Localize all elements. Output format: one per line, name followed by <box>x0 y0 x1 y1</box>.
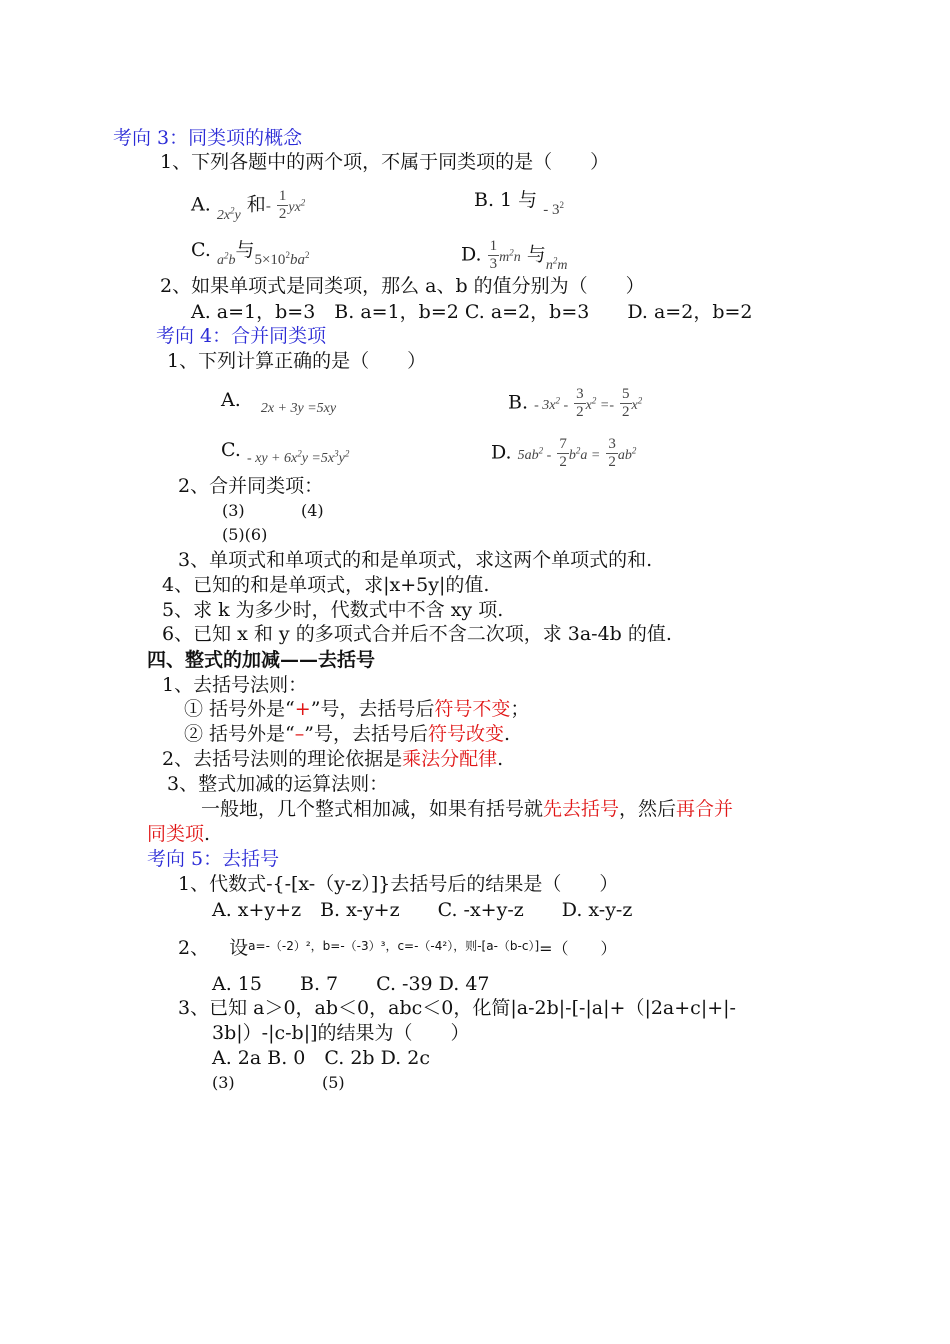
tail-sub-5: (5) <box>322 1073 345 1092</box>
option-4-1-b: B. - $3x^2$ - $\frac{3}{2}$ $x^2$ =- $\frac{5}{2}$ $x^2$ <box>508 386 643 420</box>
sub-5-6: (5)(6) <box>222 525 268 544</box>
sub-4: (4) <box>301 501 324 520</box>
question-5-3-cont: 3b|）-|c-b|]的结果为（ ） <box>212 1022 470 1044</box>
section-heading-5: 考向 5：去括号 <box>147 848 280 870</box>
question-5-2: 2、 设$^{a=-(-2)^2,b=-(-3)^3,c=-(-4^2),则-[a-(b-c)]}$=（ ） <box>178 937 617 959</box>
question-3-1: 1、下列各题中的两个项，不属于同类项的是（ ） <box>160 151 610 173</box>
question-4-6: 6、已知 x 和 y 的多项式合并后不含二次项，求 3a-4b 的值. <box>162 623 672 645</box>
sub-3: (3) <box>222 501 245 520</box>
question-3-2: 2、如果单项式是同类项，那么 a、b 的值分别为（ ） <box>160 275 645 297</box>
option-4-1-c: C. $_{- xy + 6x^2y =5x^3y^2}$ <box>221 439 350 466</box>
operation-rule-text-cont: 同类项. <box>147 823 211 845</box>
question-5-3-options: A. 2a B. 0 C. 2b D. 2c <box>212 1047 430 1069</box>
option-4-1-d: D. $5ab^2$ - $\frac{7}{2}$ $b^2a$ = $\frac{3}{2}$ $ab^2$ <box>491 436 637 470</box>
tail-sub-3: (3) <box>212 1073 235 1092</box>
question-5-1: 1、代数式-{-[x-（y-z）]}去括号后的结果是（ ） <box>178 873 619 895</box>
operation-rule-text: 一般地，几个整式相加减，如果有括号就先去括号，然后再合并 <box>201 798 734 820</box>
option-3-1-b: B. 1 与 $_{- 3^2}$ <box>474 189 564 218</box>
operation-rule-title: 3、整式加减的运算法则： <box>167 773 389 795</box>
question-4-4: 4、已知的和是单项式，求|x+5y|的值. <box>162 574 490 596</box>
option-3-1-c: C. $_{a^2b}$与$_{5\times 10^2ba^2}$ <box>191 239 310 268</box>
question-5-2-options: A. 15 B. 7 C. -39 D. 47 <box>212 973 490 995</box>
question-4-2: 2、合并同类项： <box>178 475 324 497</box>
option-3-1-a: A. $_{2x^2y}$ 和- $\frac{1}{2}$ $yx^2$ <box>191 188 306 223</box>
section-heading-3: 考向 3：同类项的概念 <box>113 127 303 149</box>
question-4-3: 3、单项式和单项式的和是单项式，求这两个单项式的和. <box>178 549 653 571</box>
rule-2: ② 括号外是“–”号，去括号后符号改变. <box>184 723 511 745</box>
section-heading-4: 考向 4：合并同类项 <box>156 325 327 347</box>
part-heading: 四、整式的加减——去括号 <box>147 649 376 671</box>
question-5-1-options: A. x+y+z B. x-y+z C. -x+y-z D. x-y-z <box>212 899 633 921</box>
question-5-3: 3、已知 a＞0，ab＜0，abc＜0，化简|a-2b|-[-|a|+（|2a+c|+|- <box>178 997 736 1019</box>
question-3-2-options: A. a=1，b=3 B. a=1，b=2 C. a=2，b=3 D. a=2，b=2 <box>191 301 753 323</box>
rule-1: ① 括号外是“+”号，去括号后符号不变； <box>184 698 530 720</box>
question-4-5: 5、求 k 为多少时，代数式中不含 xy 项. <box>162 599 504 621</box>
option-3-1-d: D. $\frac{1}{3}$ $m^2n$ 与$_{n^2m}$ <box>461 238 568 273</box>
question-4-1: 1、下列计算正确的是（ ） <box>167 350 427 372</box>
option-4-1-a: A. $_{2x + 3y =5xy}$ <box>221 389 337 416</box>
rule-title: 1、去括号法则： <box>162 674 308 696</box>
rule-basis: 2、去括号法则的理论依据是乘法分配律. <box>162 748 504 770</box>
